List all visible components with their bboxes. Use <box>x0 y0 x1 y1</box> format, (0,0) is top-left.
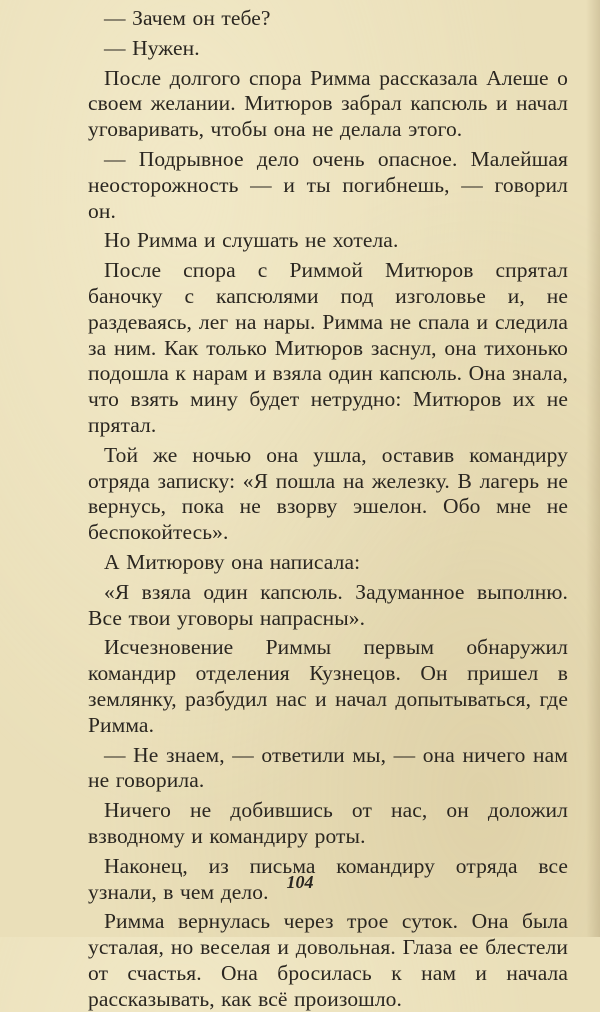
paragraph: — Зачем он тебе? <box>104 6 271 30</box>
paragraph: После долгого спора Римма рассказала Алеше о своем желании. Митюров забрал капсюль и начал уговаривать, чтобы она не делала этого. <box>88 65 568 142</box>
paragraph: После спора с Риммой Митюров спрятал баночку с капсюлями под изголовье и, не раздеваясь, лег на нары. Римма не спала и следила за ним. Как только Митюров заснул, она тихонько подошла к нарам и взяла один капсюль. Она знала, что взять мину будет нетрудно: Митюров их не прятал. <box>88 258 568 437</box>
paragraph: Но Римма и слушать не хотела. <box>104 228 399 253</box>
paragraph: Римма вернулась через трое суток. Она была усталая, но веселая и довольная. Глаза ее блестели от счастья. Она бросилась к нам и начала рассказывать, как всё произошло. <box>88 909 568 1011</box>
page-number: 104 <box>286 872 314 892</box>
paragraph: Исчезновение Риммы первым обнаружил командир отделения Кузнецов. Он пришел в землянку, разбудил нас и начал допытываться, где Римма. <box>88 635 568 737</box>
paragraph: — Не знаем, — ответили мы, — она ничего нам не говорила. <box>88 742 568 793</box>
page-edge-shadow <box>586 0 600 937</box>
paragraph: — Нужен. <box>104 35 200 60</box>
paragraph: Той же ночью она ушла, оставив командиру отряда записку: «Я пошла на железку. В лагерь не вернусь, пока не взорву эшелон. Обо мне не беспокойтесь». <box>88 442 568 545</box>
paragraph: Наконец, из письма командиру отряда все узнали, в чем дело. <box>88 853 568 904</box>
page-text-block <box>88 6 568 1011</box>
paragraph: — Подрывное дело очень опасное. Малейшая неосторожность — и ты погибнешь, — говорил он. <box>88 146 568 223</box>
paragraph: А Митюрову она написала: <box>104 549 361 574</box>
paragraph: «Я взяла один капсюль. Задуманное выполню. Все твои уговоры напрасны». <box>88 579 568 630</box>
paragraph: Ничего не добившись от нас, он доложил взводному и командиру роты. <box>88 798 568 848</box>
